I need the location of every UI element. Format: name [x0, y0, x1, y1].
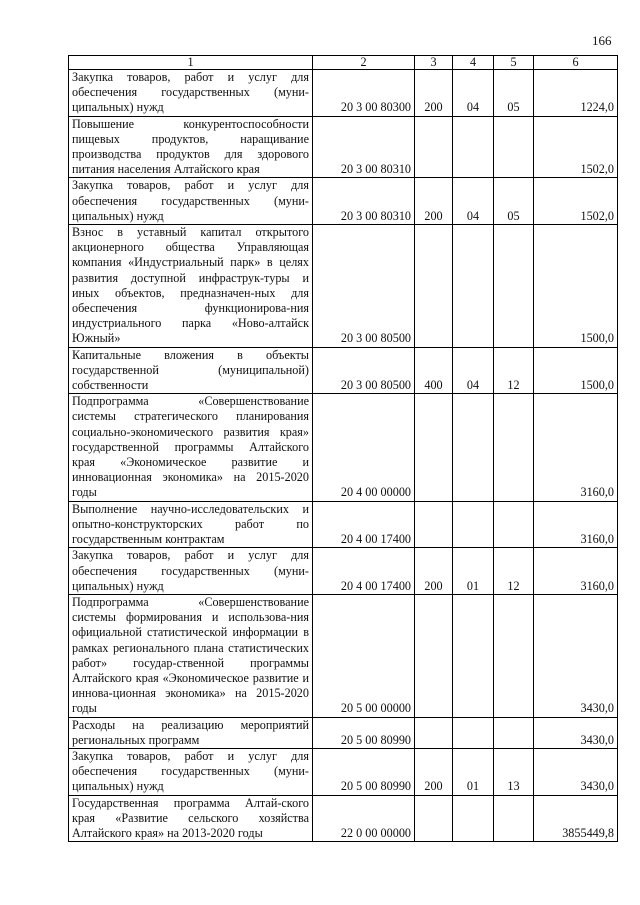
- row-amount: 1224,0: [534, 70, 618, 117]
- row-amount: 3430,0: [534, 594, 618, 717]
- row-code: 20 4 00 17400: [313, 501, 415, 548]
- row-code: 20 3 00 80300: [313, 70, 415, 117]
- row-subsection: 13: [494, 748, 534, 795]
- row-expense-type: [415, 394, 453, 501]
- row-section: [453, 501, 494, 548]
- page-number: 166: [592, 33, 612, 48]
- row-section: [453, 116, 494, 178]
- row-expense-type: 200: [415, 70, 453, 117]
- row-name: Капитальные вложения в объекты государственной (муниципальной) собственности: [69, 347, 313, 394]
- row-subsection: [494, 394, 534, 501]
- row-code: 20 3 00 80500: [313, 347, 415, 394]
- row-amount: 3160,0: [534, 501, 618, 548]
- row-expense-type: [415, 594, 453, 717]
- header-col-1: 1: [69, 56, 313, 70]
- row-subsection: [494, 225, 534, 348]
- row-subsection: 12: [494, 347, 534, 394]
- row-section: 01: [453, 748, 494, 795]
- row-expense-type: [415, 717, 453, 748]
- row-amount: 3855449,8: [534, 795, 618, 842]
- row-name: Подпрограмма «Совершенствование системы формирования и использова-ния официальной статистической информации в рамках регионального плана статистических работ» государ-ственной программы Алтайского края «Экономическое развитие и иннова-ционная экономика» на 2015-2020 годы: [69, 594, 313, 717]
- header-row: [69, 56, 618, 70]
- table-row: [69, 347, 618, 394]
- table-row: [69, 178, 618, 225]
- row-name: Повышение конкурентоспособности пищевых продуктов, наращивание производства продуктов для здорового питания населения Алтайского края: [69, 116, 313, 178]
- row-code: 20 3 00 80310: [313, 116, 415, 178]
- header-col-4: 4: [453, 56, 494, 70]
- row-amount: 3430,0: [534, 748, 618, 795]
- row-code: 20 4 00 00000: [313, 394, 415, 501]
- row-code: 22 0 00 00000: [313, 795, 415, 842]
- row-subsection: [494, 717, 534, 748]
- table-row: [69, 501, 618, 548]
- row-subsection: [494, 116, 534, 178]
- row-amount: 1502,0: [534, 178, 618, 225]
- row-section: 04: [453, 347, 494, 394]
- budget-table: [68, 55, 618, 842]
- row-expense-type: 400: [415, 347, 453, 394]
- row-name: Государственная программа Алтай-ского края «Развитие сельского хозяйства Алтайского края» на 2013-2020 годы: [69, 795, 313, 842]
- row-name: Закупка товаров, работ и услуг для обеспечения государственных (муни-ципальных) нужд: [69, 70, 313, 117]
- row-name: Закупка товаров, работ и услуг для обеспечения государственных (муни-ципальных) нужд: [69, 748, 313, 795]
- row-subsection: 05: [494, 178, 534, 225]
- row-expense-type: [415, 795, 453, 842]
- row-subsection: [494, 501, 534, 548]
- row-name: Расходы на реализацию мероприятий региональных программ: [69, 717, 313, 748]
- header-col-3: 3: [415, 56, 453, 70]
- row-code: 20 5 00 00000: [313, 594, 415, 717]
- row-name: Закупка товаров, работ и услуг для обеспечения государственных (муни-ципальных) нужд: [69, 548, 313, 595]
- header-col-2: 2: [313, 56, 415, 70]
- table-row: [69, 548, 618, 595]
- row-section: [453, 717, 494, 748]
- row-section: [453, 795, 494, 842]
- row-amount: 3430,0: [534, 717, 618, 748]
- row-expense-type: [415, 116, 453, 178]
- row-name: Взнос в уставный капитал открытого акционерного общества Управляющая компания «Индустриальный парк» в целях развития доступной инфраструк-туры и иных объектов, предназначен-ных для обеспечения функционирова-ния индустриального парка «Ново-алтайск Южный»: [69, 225, 313, 348]
- row-amount: 1502,0: [534, 116, 618, 178]
- row-expense-type: 200: [415, 178, 453, 225]
- row-subsection: 12: [494, 548, 534, 595]
- table-row: [69, 70, 618, 117]
- row-subsection: [494, 795, 534, 842]
- row-amount: 3160,0: [534, 548, 618, 595]
- table-row: [69, 225, 618, 348]
- row-code: 20 5 00 80990: [313, 717, 415, 748]
- row-name: Закупка товаров, работ и услуг для обеспечения государственных (муни-ципальных) нужд: [69, 178, 313, 225]
- header-col-6: 6: [534, 56, 618, 70]
- row-amount: 1500,0: [534, 225, 618, 348]
- row-subsection: 05: [494, 70, 534, 117]
- table-row: [69, 594, 618, 717]
- row-section: 04: [453, 178, 494, 225]
- row-name: Подпрограмма «Совершенствование системы стратегического планирования социально-экономического развития края» государственной программы Алтайского края «Экономическое развитие и инновационная экономика» на 2015-2020 годы: [69, 394, 313, 501]
- row-section: 04: [453, 70, 494, 117]
- row-code: 20 5 00 80990: [313, 748, 415, 795]
- table-row: [69, 394, 618, 501]
- table-row: [69, 717, 618, 748]
- row-amount: 1500,0: [534, 347, 618, 394]
- row-section: 01: [453, 548, 494, 595]
- row-code: 20 3 00 80500: [313, 225, 415, 348]
- row-name: Выполнение научно-исследовательских и опытно-конструкторских работ по государственным контрактам: [69, 501, 313, 548]
- row-expense-type: 200: [415, 748, 453, 795]
- header-col-5: 5: [494, 56, 534, 70]
- table-row: [69, 795, 618, 842]
- row-subsection: [494, 594, 534, 717]
- row-expense-type: [415, 501, 453, 548]
- row-expense-type: 200: [415, 548, 453, 595]
- row-code: 20 3 00 80310: [313, 178, 415, 225]
- row-code: 20 4 00 17400: [313, 548, 415, 595]
- row-amount: 3160,0: [534, 394, 618, 501]
- row-section: [453, 225, 494, 348]
- table-row: [69, 748, 618, 795]
- row-section: [453, 394, 494, 501]
- row-expense-type: [415, 225, 453, 348]
- row-section: [453, 594, 494, 717]
- table-row: [69, 116, 618, 178]
